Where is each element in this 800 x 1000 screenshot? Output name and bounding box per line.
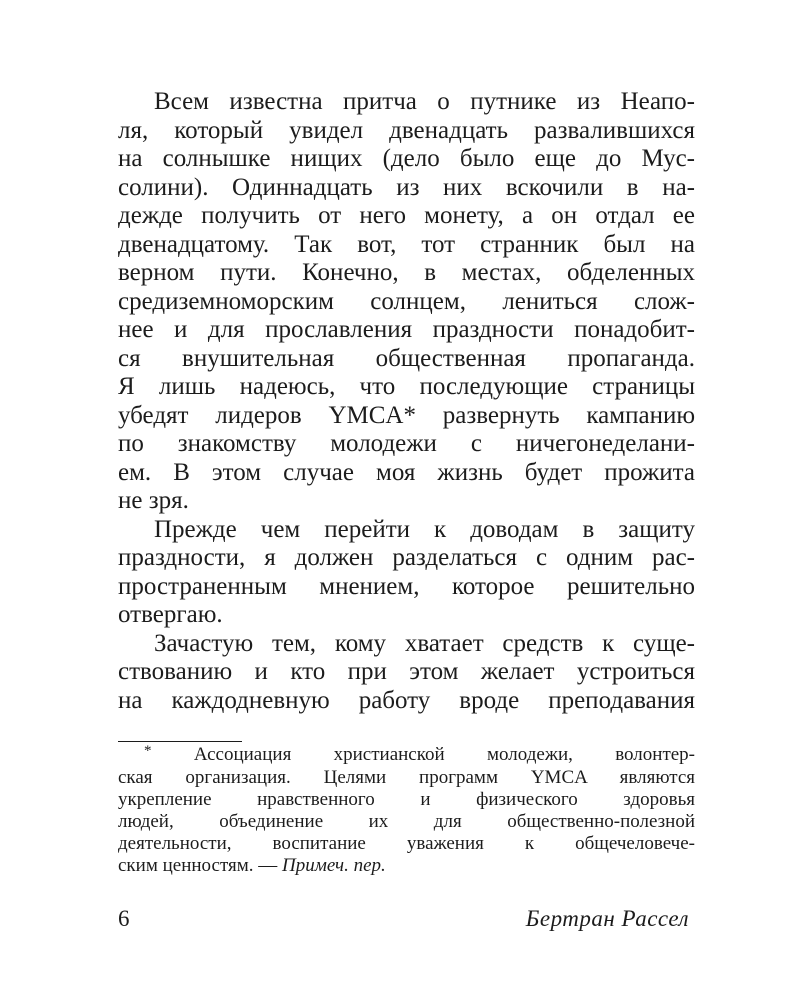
text-line: средиземноморским солнцем, лениться слож- [118, 287, 695, 315]
footnote-line: укрепление нравственного и физического здоровья [118, 789, 695, 810]
text-line: пространенным мнением, которое решительно [118, 572, 695, 600]
text-line: верном пути. Конечно, в местах, обделенных [118, 259, 695, 286]
footnote-marker: * [144, 743, 152, 759]
text-line: отвергаю. [118, 601, 223, 628]
footnote-line: ская организация. Целями программ YMCA являются [118, 767, 695, 788]
text-line: по знакомству молодежи с ничегонеделани- [118, 430, 695, 457]
main-text [118, 88, 695, 715]
footnote-text: Ассоциация христианской молодежи, волонтер- [193, 744, 696, 765]
text-line: Прежде чем перейти к доводам в защиту [154, 515, 695, 543]
footnote-line [118, 855, 695, 877]
text-line: на солнышке нищих (дело было еще до Мус- [118, 145, 695, 172]
paragraph [118, 88, 695, 516]
text-line: двенадцатому. Так вот, тот странник был на [118, 230, 695, 258]
footnote-divider [118, 741, 242, 742]
text-line: праздности, я должен разделаться с одним рас- [118, 544, 695, 571]
translator-note-label: Примеч. пер. [282, 855, 386, 876]
footnote-text: ским ценностям. — [118, 855, 283, 876]
footnote-line [118, 744, 695, 767]
text-line: Всем известна притча о путнике из Неапо- [154, 88, 695, 115]
text-line: ся внушительная общественная пропаганда. [118, 344, 695, 372]
text-line: ем. В этом случае моя жизнь будет прожита [118, 458, 695, 486]
running-head-author: Бертран Рассел [525, 906, 689, 931]
text-line: ствованию и кто при этом желает устроиться [118, 658, 695, 685]
text-line: убедят лидеров YMCA* развернуть кампанию [118, 401, 695, 429]
footnote-line: деятельности, воспитание уважения к общечеловече- [118, 833, 695, 854]
text-line: нее и для прославления праздности понадобит- [118, 316, 695, 343]
text-line: ля, который увидел двенадцать развалившихся [118, 116, 695, 144]
footnote-line: людей, объединение их для общественно-полезной [118, 811, 695, 832]
paragraph [118, 630, 695, 716]
page-number: 6 [118, 906, 130, 931]
text-line: солини). Одиннадцать из них вскочили в на- [118, 173, 695, 201]
text-line: Зачастую тем, кому хватает средств к суще- [154, 629, 695, 657]
text-line: дежде получить от него монету, а он отдал ее [118, 202, 695, 229]
text-line: Я лишь надеюсь, что последующие страницы [118, 373, 695, 400]
text-line: на каждодневную работу вроде преподавания [118, 686, 695, 714]
text-line: не зря. [118, 487, 189, 514]
footnote [118, 744, 695, 877]
paragraph [118, 516, 695, 630]
